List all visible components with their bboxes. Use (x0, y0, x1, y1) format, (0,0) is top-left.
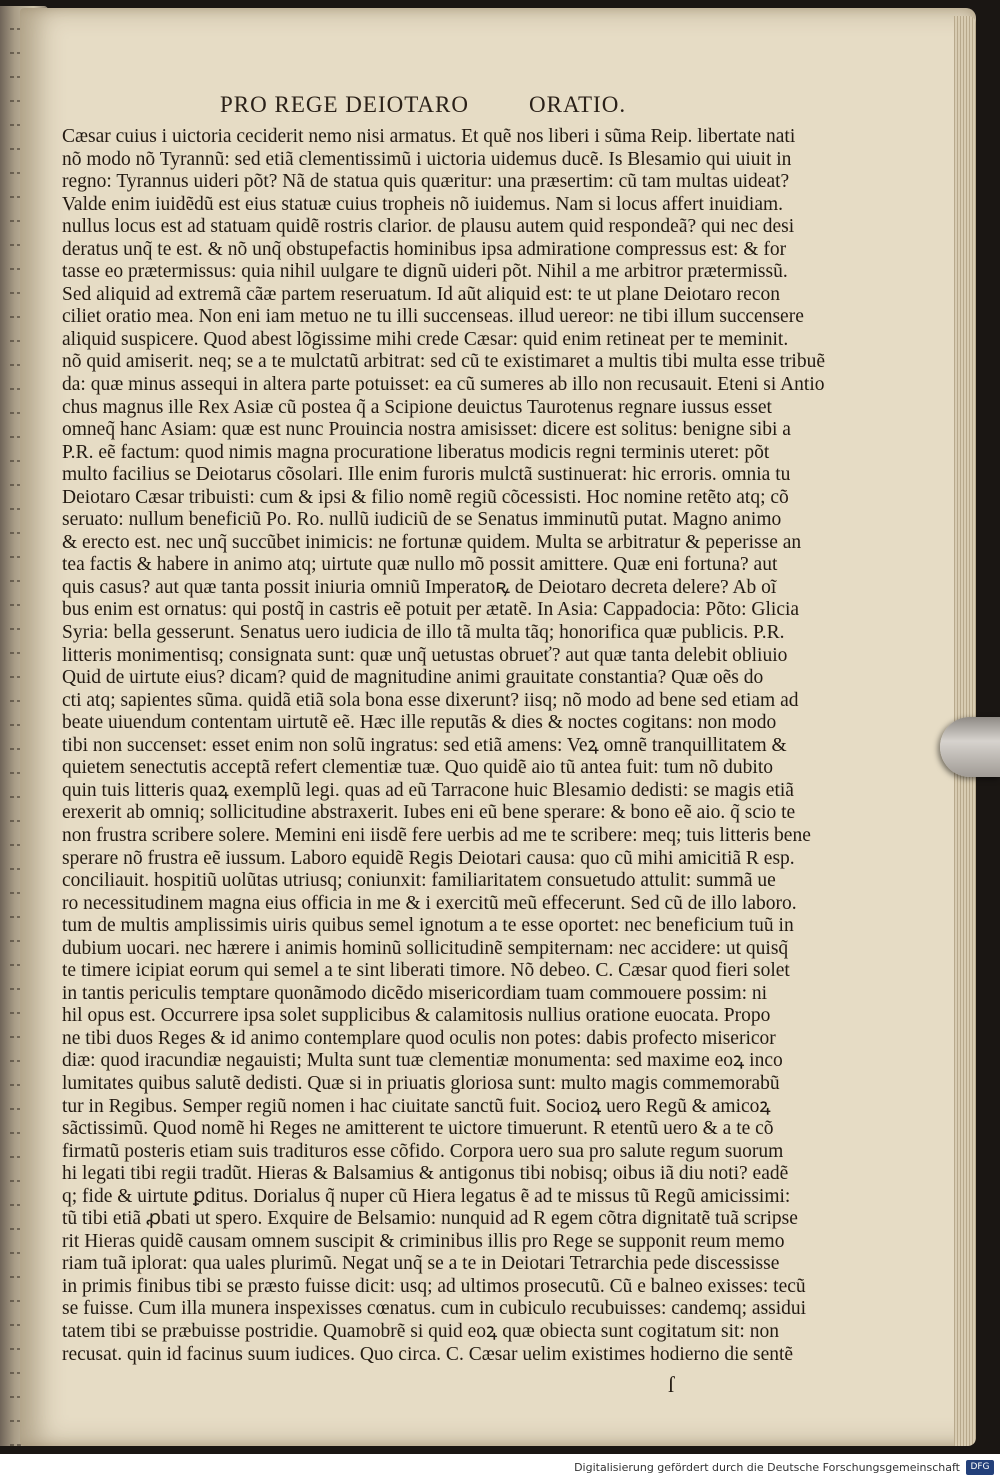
text-line: nõ modo nõ Tyrannũ: sed etiã clementissimũ i uictoria uidemus ducẽ. Is Blesamio qui uiuit in (62, 148, 792, 170)
text-line: hi legati tibi regii tradũt. Hieras & Balsamius & antigonus tibi nobisq; oibus iã diu noti? eadẽ (62, 1163, 789, 1185)
text-line: riam tuã iplorat: qua uales plurimũ. Negat unq̃ se a te in Deiotari Tetrarchia pede discessisse (62, 1253, 780, 1275)
text-line: in tantis periculis temptare quonãmodo dicẽdo misericordiam tuam commouere possim: ni (62, 982, 768, 1004)
footer-bar (0, 1454, 1000, 1482)
text-line: Cæsar cuius i uictoria ceciderit nemo nisi armatus. Et quẽ nos liberi i sũma Reip. libertate nati (62, 126, 796, 147)
text-line: sperare nõ frustra eẽ iussum. Laboro equidẽ Regis Deiotari causa: quo cũ mihi amicitiã R esp. (62, 847, 795, 869)
running-header-left: PRO REGE DEIOTARO (220, 92, 469, 117)
text-line: quin tuis litteris quaꝝ exemplũ legi. quas ad eũ Tarracone huic Blesamio dedisti: se magis etiã (62, 779, 794, 801)
text-line: tum de multis amplissimis uiris quibus semel ignotum a te esse oportet: nec beneficium tuũ in (62, 915, 794, 937)
text-line: litteris monimentisq; consignata sunt: quæ unq̃ uetustas obrueť? aut quæ tanta delebit obliuio (62, 644, 788, 666)
text-line: chus magnus ille Rex Asiæ cũ postea q̃ a Scipione deuictus Taurotenus regnare iussus esset (62, 396, 772, 418)
dfg-logo: DFG (966, 1460, 994, 1475)
text-line: bus enim est ornatus: qui postq̃ in castris eẽ potuit per ætatẽ. In Asia: Cappadocia: Põto: Glicia (62, 599, 800, 621)
text-line: te timere icipiat eorum qui semel a te sint liberati timore. Nõ debeo. C. Cæsar quod fieri solet (62, 960, 790, 982)
text-line: P.R. eẽ factum: quod nimis magna procuratione liberatus modicis regni terminis uteret: põt (62, 441, 770, 463)
text-line: cti atq; sapientes sũma. quidã etiã sola bona esse dixerunt? iisq; nõ modo ad bene sed etiam ad (62, 689, 799, 711)
text-line: tũ tibi etiã ꝓbati ut spero. Exquire de Belsamio: nunquid ad R egem cõtra dignitatẽ tuã scripse (62, 1208, 798, 1230)
text-line: Deiotaro Cæsar tribuisti: cum & ipsi & filio nomẽ regiũ cõcessisti. Hoc nomine retẽto atq; cõ (62, 486, 789, 508)
text-line: tatem tibi se præbuisse postridie. Quamobrẽ si quid eoꝝ quæ obiecta sunt cogitatum sit: non (62, 1320, 779, 1342)
text-line: quis casus? aut quæ tanta possit iniuria omniũ Imperatoꝶ de Deiotaro decreta delere? Ab oĩ (62, 576, 777, 598)
text-line: Quid de uirtute eius? dicam? quid de magnitudine animi grauitate constantia? Quæ oẽs do (62, 667, 764, 689)
text-line: & erecto est. nec unq̃ succũbet inimicis: ne fortunæ quidem. Multa se arbitratur & peperisse an (62, 531, 802, 553)
running-header (220, 92, 640, 122)
text-line: aliquid suspicere. Quod abest lõgissime mihi crede Cæsar: quid enim retineat per te meminit. (62, 328, 789, 350)
text-line: sãctissimũ. Quod nomẽ hi Reges ne amitterent te uictore timuerunt. R etentũ uero & a te cõ (62, 1118, 774, 1140)
text-line: ne tibi duos Reges & id animo contemplare quod oculis non potes: dabis profecto misericor (62, 1027, 776, 1049)
text-line: Valde enim iuidẽdũ est eius statuæ cuius tropheis nõ iuidemus. Nam si locus affert inuidiam. (62, 193, 784, 215)
text-line: se fuisse. Cum illa munera inspexisses cœnatus. cum in cubiculo recubuisses: candemq; assidui (62, 1298, 807, 1320)
text-line: in primis finibus tibi se præsto fuisse dicit: usq; ad ultimos prosecutũ. Cũ e balneo exisses: tecũ (62, 1275, 806, 1297)
text-line: ciliet oratio mea. Non eni iam metuo ne tu illi succenseas. illud uereor: ne tibi illum succensere (62, 306, 804, 328)
text-line: quietem senectutis acceptã refert clementiæ tuæ. Quo quidẽ aio tũ antea fuit: tum nõ dubito (62, 757, 773, 779)
text-line: deratus unq̃ te est. & nõ unq̃ obstupefactis hominibus ipsa admiratione compressus est: & for (62, 238, 787, 260)
text-line: rit Hieras quidẽ causam omnem suscipit & criminibus illis pro Rege se supponit reum memo (62, 1230, 785, 1252)
text-line: multo facilius se Deiotarus cõsolari. Ille enim furoris mulctã sustinuerat: hic erroris. omnia tu (62, 464, 791, 486)
footer-credit: Digitalisierung gefördert durch die Deutsche Forschungsgemeinschaft (574, 1461, 960, 1474)
text-line: dubium uocari. nec hærere i animis hominũ sollicitudinẽ sempiternam: nec accidere: ut quisq̃ (62, 937, 789, 959)
text-line: Sed aliquid ad extremã cãæ partem reseruatum. Id aũt aliquid est: te ut plane Deiotaro recon (62, 283, 780, 305)
text-line: seruato: nullum beneficiũ Po. Ro. nullũ iudiciũ de se Senatus imminutũ putat. Magno animo (62, 509, 782, 531)
text-line: recusat. quin id facinus suum iudices. Quo circa. C. Cæsar uelim existimes hodierno die sentẽ (62, 1343, 794, 1365)
text-line: tur in Regibus. Semper regiũ nomen i hac ciuitate sanctũ fuit. Socioꝝ uero Regũ & amicoꝝ (62, 1095, 771, 1117)
text-line: beate uiuendum contentam uirtutẽ eẽ. Hæc ille reputãs & dies & noctes cogitans: non modo (62, 712, 777, 734)
text-line: regno: Tyrannus uideri põt? Nã de statua quis quæritur: una præsertim: cũ tam multas uideat? (62, 171, 790, 193)
text-line: nõ quid amiserit. neq; se a te mulctatũ arbitrat: sed cũ te existimaret a multis tibi multa esse tribuẽ (62, 351, 826, 373)
text-line: tibi non succenset: esset enim non solũ ingratus: sed etiã amens: Veꝝ omnẽ tranquillitatem & (62, 734, 787, 756)
text-line: conciliauit. hospitiũ uolũtas utriusq; coniunxit: familiaritatem consuetudo attulit: summã ue (62, 870, 776, 892)
text-line: da: quæ minus assequi in altera parte potuisset: ea cũ sumeres ab illo non recusauit. Eteni si Antio (62, 374, 825, 396)
text-line: lumitates quibus salutẽ dedisti. Quæ si in priuatis gloriosa sunt: multo magis commemorabũ (62, 1072, 780, 1094)
text-line: hil opus est. Occurrere ipsa solet supplicibus & calamitosis nullius oratione euocata. Propo (62, 1005, 771, 1027)
text-line: erexerit ab omniq; sollicitudine abstraxerit. Iubes eni eũ bene sperare: & bono eẽ aio. q̃ scio te (62, 802, 796, 824)
text-line: omneq̃ hanc Asiam: quæ est nunc Prouincia nostra amisisset: dicere est solitus: benigne sibi a (62, 419, 791, 441)
text-line: tasse eo prætermissus: quia nihil uulgare te dignũ uideri põt. Nihil a me arbitror prætermissũ. (62, 261, 788, 283)
text-line: q; fide & uirtute ꝑditus. Dorialus q̃ nuper cũ Hiera legatus ẽ ad te missus tũ Regũ amicissimi: (62, 1185, 791, 1207)
text-line: Syria: bella gesserunt. Senatus uero iudicia de illo tã multa tãq; honorifica quæ publicis. P.R. (62, 622, 785, 644)
running-header-right: ORATIO. (529, 92, 627, 117)
text-line: diæ: quod iracundiæ negauisti; Multa sunt tuæ clementiæ monumenta: sed maxime eoꝝ inco (62, 1050, 783, 1072)
text-line: ro necessitudinem magna eius officia in me & i exercitũ meũ effecerunt. Sed cũ de illo laboro. (62, 892, 797, 914)
body-text (62, 126, 826, 1366)
text-line: tea factis & habere in animo atq; uirtute quæ nullo mõ possit amittere. Quæ eni fortuna? aut (62, 554, 778, 576)
text-line: firmatũ posteris etiam suis tradituros esse cõfido. Corpora uero sua pro salute regum suorum (62, 1140, 784, 1162)
catchword: ſ (668, 1372, 675, 1397)
text-line: nullus locus est ad statuam quidẽ rostris clarior. de plausu autem quid respondeã? qui nec desi (62, 216, 795, 238)
text-line: non frustra scribere solere. Memini eni iisdẽ fere uerbis ad me te scribere: meq; tuis litteris bene (62, 824, 811, 846)
page-clip (940, 717, 1000, 777)
